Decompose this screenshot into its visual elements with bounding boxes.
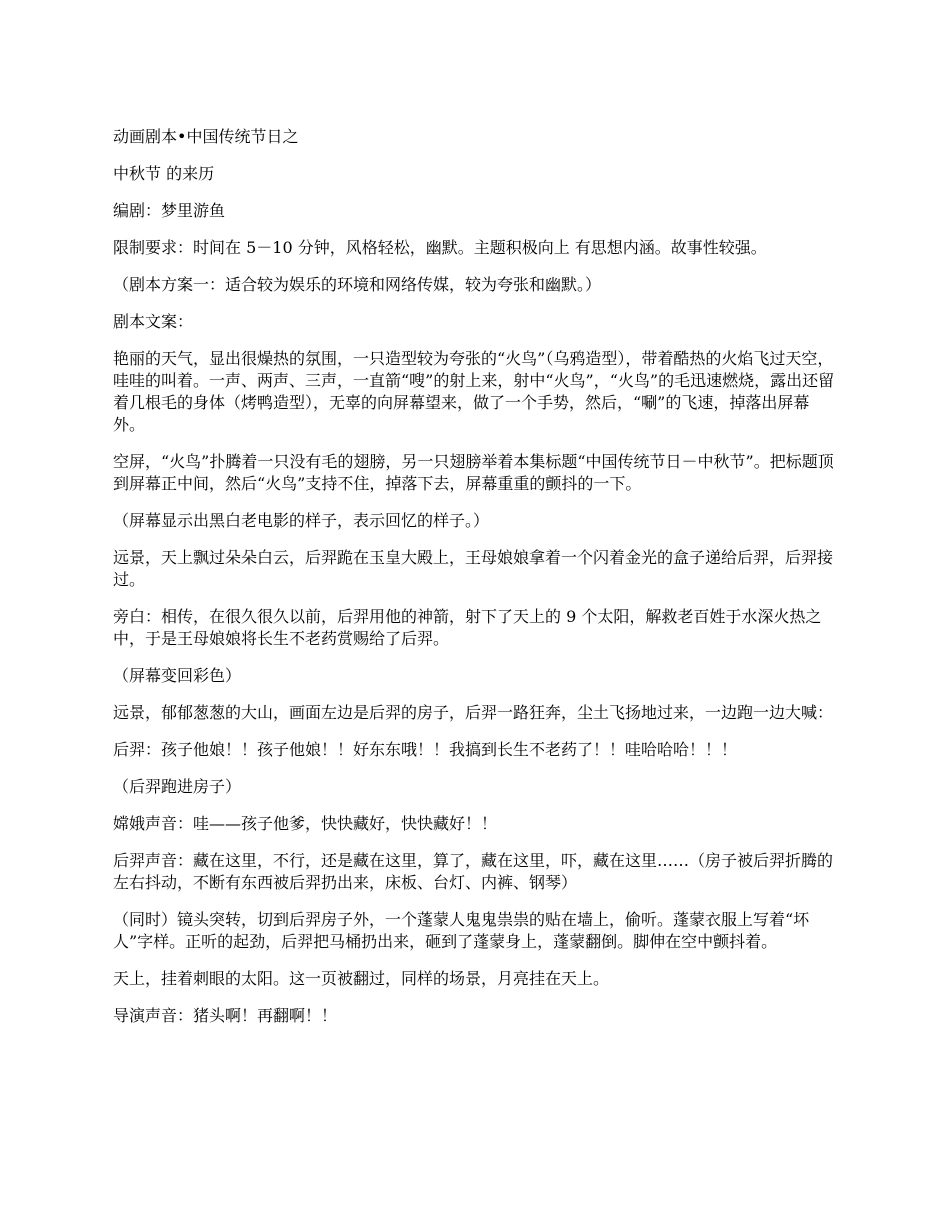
- script-paragraph: 艳丽的天气，显出很燥热的氛围，一只造型较为夸张的“火鸟”（乌鸦造型），带着酷热的火焰飞过天空，哇哇的叫着。一声、两声、三声，一直箭“嗖”的射上来，射中“火鸟”，“火鸟”的毛迅速燃烧，露出还留着几根毛的身体（烤鸭造型），无辜的向屏幕望来，做了一个手势，然后，“唰”的飞速，掉落出屏幕外。: [113, 349, 835, 434]
- plan-note: （剧本方案一：适合较为娱乐的环境和网络传媒，较为夸张和幽默。）: [113, 275, 602, 294]
- doc-title-line1: 动画剧本•中国传统节日之: [113, 127, 299, 146]
- script-paragraph: 远景，郁郁葱葱的大山，画面左边是后羿的房子，后羿一路狂奔，尘土飞扬地过来，一边跑一边大喊：: [113, 703, 834, 722]
- script-paragraph: 后羿声音：藏在这里，不行，还是藏在这里，算了，藏在这里，吓，藏在这里……（房子被后羿折腾的左右抖动，不断有东西被后羿扔出来，床板、台灯、内裤、钢琴）: [113, 851, 834, 892]
- script-paragraph: （屏幕变回彩色）: [113, 666, 242, 685]
- script-paragraph: 旁白：相传，在很久很久以前，后羿用他的神箭，射下了天上的 9 个太阳，解救老百姓于水深火热之中，于是王母娘娘将长生不老药赏赐给了后羿。: [113, 607, 822, 648]
- script-paragraph: （同时）镜头突转，切到后羿房子外，一个蓬蒙人鬼鬼祟祟的贴在墙上，偷听。蓬蒙衣服上写着“坏人”字样。正听的起劲，后羿把马桶扔出来，砸到了蓬蒙身上，蓬蒙翻倒。脚伸在空中颤抖着。: [113, 910, 810, 951]
- script-paragraph: 远景，天上飘过朵朵白云，后羿跪在玉皇大殿上，王母娘娘拿着一个闪着金光的盒子递给后羿，后羿接过。: [113, 548, 834, 589]
- script-paragraph: 嫦娥声音：哇——孩子他爹，快快藏好，快快藏好！！: [113, 814, 498, 833]
- script-heading: 剧本文案：: [113, 312, 194, 331]
- script-paragraph: 天上，挂着刺眼的太阳。这一页被翻过，同样的场景，月亮挂在天上。: [113, 969, 610, 988]
- script-paragraph: （屏幕显示出黑白老电影的样子，表示回忆的样子。）: [113, 511, 490, 530]
- script-paragraph: 后羿：孩子他娘！！孩子他娘！！好东东哦！！我搞到长生不老药了！！哇哈哈哈！！！: [113, 740, 738, 759]
- script-paragraph: 导演声音：猪头啊！再翻啊！！: [113, 1006, 338, 1025]
- screenwriter-credit: 编剧：梦里游鱼: [113, 201, 226, 220]
- requirements-paragraph: 限制要求：时间在 5－10 分钟，风格轻松，幽默。主题积极向上 有思想内涵。故事性较强。: [113, 238, 767, 257]
- script-paragraph: （后羿跑进房子）: [113, 777, 242, 796]
- script-paragraph: 空屏，“火鸟”扑腾着一只没有毛的翅膀，另一只翅膀举着本集标题“中国传统节日－中秋节”。把标题顶到屏幕正中间，然后“火鸟”支持不住，掉落下去，屏幕重重的颤抖的一下。: [113, 452, 834, 493]
- document-page: [113, 126, 837, 1042]
- doc-title-line2: 中秋节 的来历: [113, 164, 215, 183]
